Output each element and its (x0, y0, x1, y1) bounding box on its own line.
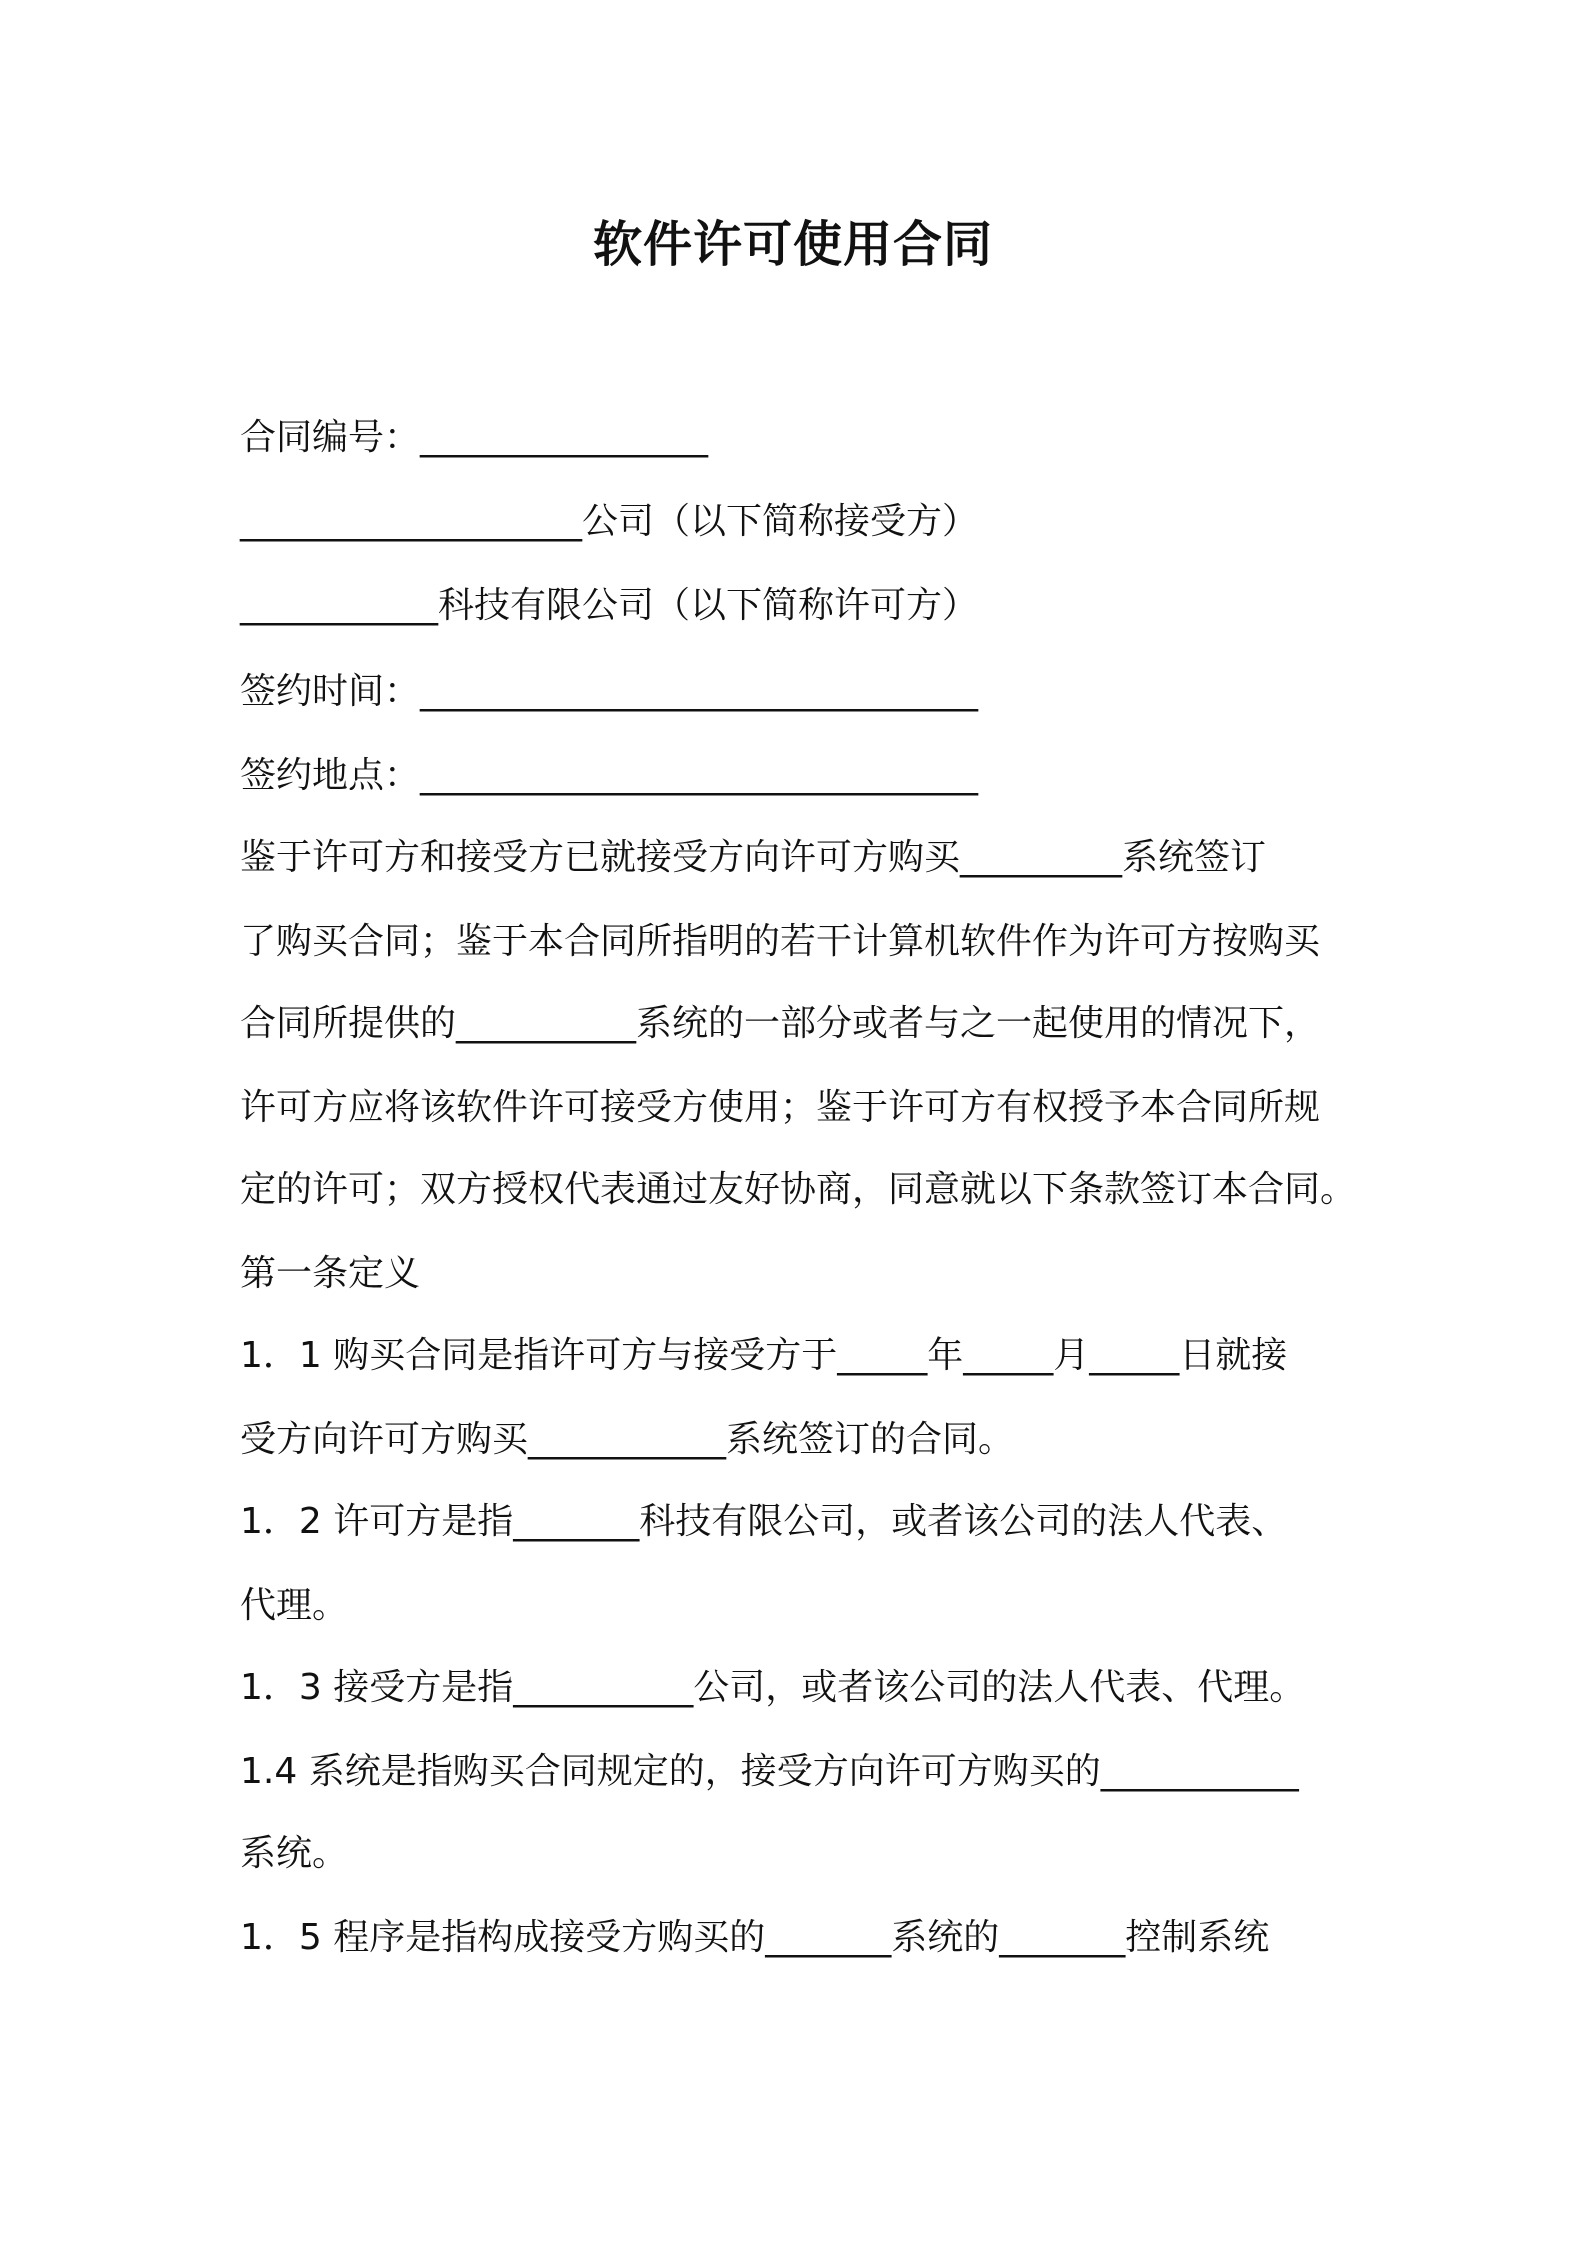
preamble-line-4: 许可方应将该软件许可接受方使用；鉴于许可方有权授予本合同所规 (240, 1087, 1321, 1128)
clause-1-1-line-1: 1．1 购买合同是指许可方与接受方于_____年_____月_____日就接 (240, 1335, 1288, 1376)
contract-title: 软件许可使用合同 (592, 216, 993, 273)
licensing-party-line: ___________科技有限公司（以下简称许可方） (240, 585, 979, 626)
clause-1-2-line-2: 代理。 (240, 1585, 349, 1626)
clause-1-5-line-1: 1．5 程序是指构成接受方购买的_______系统的_______控制系统 (240, 1917, 1270, 1958)
clause-1-4-line-1: 1.4 系统是指购买合同规定的，接受方向许可方购买的___________ (240, 1751, 1299, 1792)
clause-1-1-line-2: 受方向许可方购买___________系统签订的合同。 (240, 1419, 1015, 1460)
preamble-line-1: 鉴于许可方和接受方已就接受方向许可方购买_________系统签订 (240, 837, 1267, 878)
preamble-line-5: 定的许可；双方授权代表通过友好协商，同意就以下条款签订本合同。 (240, 1169, 1357, 1210)
clause-1-2-line-1: 1．2 许可方是指_______科技有限公司，或者该公司的法人代表、 (240, 1501, 1288, 1542)
preamble-line-3: 合同所提供的__________系统的一部分或者与之一起使用的情况下， (240, 1003, 1321, 1044)
contract-number-line: 合同编号：________________ (240, 417, 709, 458)
signing-time-line: 签约时间：_______________________________ (240, 671, 979, 712)
preamble-line-2: 了购买合同；鉴于本合同所指明的若干计算机软件作为许可方按购买 (240, 921, 1321, 962)
signing-place-line: 签约地点：_______________________________ (240, 755, 979, 796)
article-1-heading: 第一条定义 (240, 1253, 421, 1294)
clause-1-3-line: 1．3 接受方是指__________公司，或者该公司的法人代表、代理。 (240, 1667, 1306, 1708)
clause-1-4-line-2: 系统。 (240, 1833, 349, 1874)
receiving-party-line: ___________________公司（以下简称接受方） (240, 501, 979, 542)
